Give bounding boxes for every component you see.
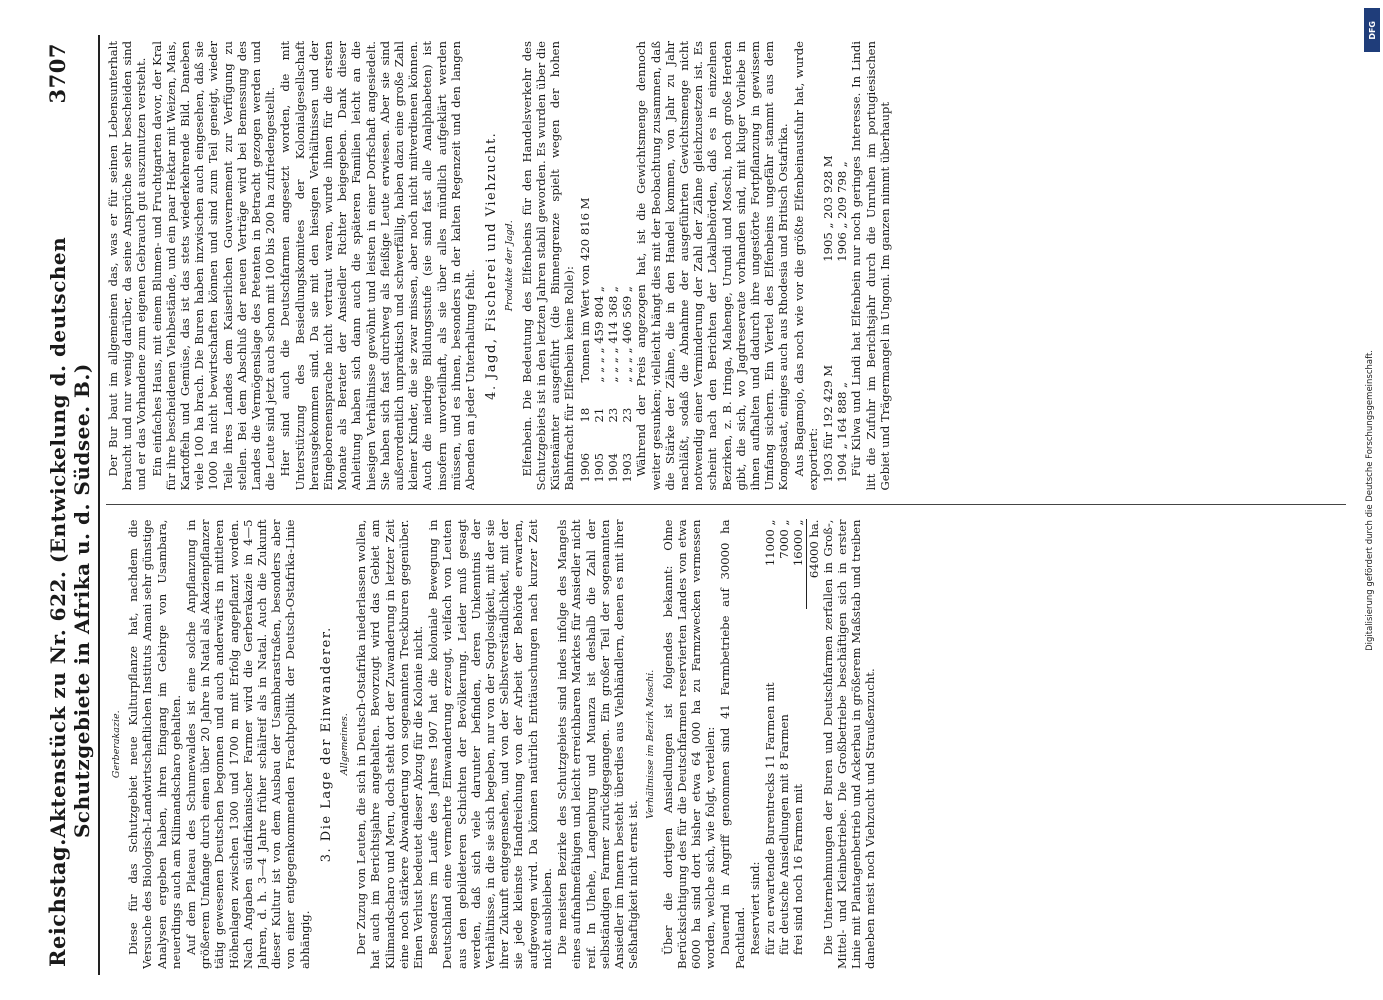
ivory-value: „ „ „ „ 414 368 „ [605,286,620,383]
reserved-row-label: frei sind noch 16 Farmen mit [791,784,806,955]
reserved-row [791,520,805,970]
left-column [106,520,1346,970]
rotated-page [45,35,1345,975]
export-cell: 1905 „ 203 928 M [820,155,835,262]
reserved-total [806,520,821,970]
ivory-value: „ „ „ „ 459 804 „ [591,286,606,383]
ivory-year: 1906 [577,452,592,483]
page-header [45,35,100,975]
ivory-tons: 23 [605,407,620,423]
export-cell: 1904 „ 164 888 „ [835,381,850,483]
table-row [592,41,606,483]
table-row [620,41,634,483]
table-row [578,41,592,483]
section-heading: 3. Die Lage der Einwanderer. [318,626,334,863]
ivory-value: Tonnen im Wert von 420 816 M [577,197,592,383]
digitization-note-text: Digitalisierung gefördert durch die Deutsche Forschungsgemeinschaft. [1365,349,1375,651]
reserved-row-label: für zu erwartende Burentrecks 11 Farmen mit [762,682,777,955]
paragraph: Über die dortigen Ansiedlungen ist folgendes bekannt: Ohne Berücksichtigung des für die Deutschfarmen reservierten Landes von etwa 6000 ha sind dort bisher etwa 64 000 ha zu Farmzwecken vermessen worden, welche sich, wie folgt, verteilen: [660,519,718,969]
column-divider [106,505,1346,506]
subhead: Allgemeines. [339,713,351,776]
ivory-table [578,41,635,491]
reserved-row-label: für deutsche Ansiedlungen mit 8 Farmen [777,714,792,955]
reserved-row-value: 11000 „ [762,519,777,567]
paragraph: Die Unternehmungen der Buren und Deutschfarmen zerfallen in Groß-, Mittel- und Kleinbetriebe. Die Großbetriebe beschäftigen sich in erster Linie mit Plantagenbetrieb und Ackerbau in größerem Maßstab und treiben daneben meist noch Viehzucht und Straußenzucht. [820,519,878,969]
table-row [821,41,835,483]
dfg-logo-text: DFG [1367,20,1377,40]
paragraph: Aus Bagamojo, das noch wie vor die größte Elfenbeinausfuhr hat, wurde exportiert: [791,41,820,491]
reserved-row-value: 16000 „ [791,519,806,567]
paragraph: Diese für das Schutzgebiet neue Kulturpflanze hat, nachdem die Versuche des Biologisch-Landwirtschaftlichen Instituts Amani sehr günstige Analysen ergeben haben, ihren Eingang im Gebirge von Usambara, neuerdings auch am Kilimandscharo gehalten. [126,519,183,969]
paragraph: Elfenbein. Die Bedeutung des Elfenbeins für den Handelsverkehr des Schutzgebiets ist in den letzten Jahren stabil geworden. Es wurden über die Küstenämter ausgeführt (die Binnengrenze spielt wegen der hohen Bahnfracht für Elfenbein keine Rolle): [519,41,577,491]
paragraph: Während der Preis angezogen hat, ist die Gewichtsmenge dennoch weiter gesunken; vielleicht hängt dies mit der Beobachtung zusammen, daß die Stärke der Zähne, die in den Handel kommen, von Jahr zu Jahr nachläßt, sodaß die Abnahme der ausgeführten Gewichtsmenge nicht notwendig einer Verminderung der Zahl der Zähne gleichzusetzen ist. Es scheint nach den Berichten der Lokalbehörden, daß es in einzelnen Bezirken, z. B. Iringa, Mahenge, Urundi und Moschi, noch große Herden gibt, die sich, wo Jagdreservate vorhanden sind, mit kluger Vorliebe in ihnen aufhalten und dadurch ihre ungestörte Fortpflanzung in gewissem Umfang sichern. Ein Viertel des Elfenbeins ungefähr stammt aus dem Kongostaat, einiges auch aus Rhodesia und Britisch Ostafrika. [634,41,791,491]
paragraph: Ein einfaches Haus, mit einem Blumen- und Fruchtgarten davor, der Kral für ihre bescheidenen Viehbestände, und ein paar Hektar mit Weizen, Mais, Kartoffeln und Gemüse, das ist das stets wiederkehrende Bild. Daneben viele 100 ha brach. Die Buren haben inzwischen auch eingesehen, daß sie 1000 ha nicht bewirtschaften können und sind zum Teil geneigt, wieder Teile ihres Landes dem Kaiserlichen Gouvernement zur Verfügung zu stellen. Bei dem Abschluß der neuen Verträge wird bei Bemessung des Landes die Vermögenslage des Petenten in Betracht gezogen werden und die Leute sind jetzt auch schon mit 100 bis 200 ha zufriedengestellt. [149,41,278,491]
table-row [606,41,620,483]
subhead: Gerberakazie. [111,710,122,779]
paragraph: Der Zuzug von Leuten, die sich in Deutsch-Ostafrika niederlassen wollen, hat auch im Berichtsjahre angehalten. Bevorzugt wird das Gebiet am Kilimandscharo und Meru, doch steht dort der Zuwanderung in letzter Zeit eine noch stärkere Abwanderung von sogenannten Treckburen gegenüber. Einen Verlust bedeutet dieser Abzug für die Kolonie nicht. [354,519,426,969]
subhead: Produkte der Jagd. [504,220,516,312]
ivory-tons: 21 [591,407,606,423]
paragraph: Besonders im Laufe des Jahres 1907 hat die koloniale Bewegung in Deutschland eine vermehrte Einwanderung erzeugt, vielfach von Leuten aus den gebildeteren Schichten der Bevölkerung. Leider muß gesagt werden, daß sich viele darunter befinden, deren Unkenntnis der Verhältnisse, in die sie sich begeben, nur von der Sorglosigkeit, mit der sie ihrer Zukunft entgegensehen, und von der Selbstverständlichkeit, mit der sie jede kleinste Handreichung von der Arbeit der Behörde erwarten, aufgewogen wird. Da können natürlich Enttäuschungen nach kurzer Zeit nicht ausbleiben. [426,519,554,969]
paragraph: Für Kilwa und Lindi hat Elfenbein nur noch geringes Interesse. In Lindi litt die Zufuhr im Berichtsjahr durch die Unruhen im portugiesischen Gebiet und Trägermangel in Ungoni. Im ganzen nimmt überhaupt [849,41,892,491]
ivory-tons: 18 [577,407,592,423]
export-cell: 1906 „ 209 798 „ [835,161,850,262]
digitization-note [1359,0,1381,1000]
export-cell: 1903 für 192 429 M [820,364,835,483]
reserved-label: Reserviert sind: [747,861,762,955]
page-number: 3707 [45,43,70,104]
header-left: Reichstag. [45,838,70,967]
reserved-row [763,520,777,970]
paragraph: Dauernd in Angriff genommen sind 41 Farmbetriebe auf 30000 ha Pachtland. [718,519,747,969]
right-column [106,41,1346,491]
ivory-value: „ „ „ „ 406 569 „ [620,286,635,383]
subhead: Verhältnisse im Bezirk Moschi. [645,669,657,819]
table-row [835,41,849,483]
paragraph: Die meisten Bezirke des Schutzgebiets sind indes infolge des Mangels eines aufnahmefähigen und leicht erreichbaren Marktes für Ansiedler nicht reif. In Uhehe, Langenburg und Muanza ist deshalb die Zahl der selbständigen Farmer zurückgegangen. Ein großer Teil der sogenannten Ansiedler im Innern besteht überdies aus Viehhändlern, denen es mit ihrer Seßhaftigkeit nicht ernst ist. [555,519,641,969]
header-title: Aktenstück zu Nr. 622. (Entwickelung d. deutschen Schutzgebiete in Afrika u. d. Südsee. B.) [46,236,94,839]
text-columns [100,35,1346,975]
paragraph: Der Bur baut im allgemeinen das, was er für seinen Lebensunterhalt braucht und nur wenig darüber, da seine Ansprüche sehr bescheiden sind und er das Vorhandene zum eigenen Gebrauch gut auszunutzen versteht. [106,41,149,491]
ivory-year: 1905 [591,452,606,483]
ivory-tons: 23 [620,407,635,423]
reserved-row [777,520,791,970]
reserved-row-value: 7000 „ [777,519,792,559]
section-heading: 4. Jagd, Fischerei und Viehzucht. [484,131,500,400]
reserved-total-value: 64000 ha. [806,520,821,610]
paragraph: Hier sind auch die Deutschfarmen angesetzt worden, die mit Unterstützung des Besiedlungskomitees der Kolonialgesellschaft herausgekommen sind. Da sie mit den hiesigen Verhältnissen und der Eingeborenensprache nicht vertraut waren, wurde ihnen für die ersten Monate als Berater der Ansiedler Richter beigegeben. Dank dieser Anleitung haben sich dann auch die späteren Familien leicht an die hiesigen Verhältnisse gewöhnt und leisten in einer Dorfschaft angesiedelt. Sie haben sich fast durchweg als fleißige Leute erwiesen. Aber sie sind außerordentlich unpraktisch und schwerfällig, haben dazu eine große Zahl kleiner Kinder, die sie zwar missen, aber noch nicht mitverdienen können. Auch die niedrige Bildungsstufe (sie sind fast alle Analphabeten) ist insofern unvorteilhaft, als sie über alles mündlich aufgeklärt werden müssen, und es ihnen, besonders in der kalten Regenzeit und den langen Abenden an jeder Unterhaltung fehlt. [278,41,478,491]
paragraph: Auf dem Plateau des Schumewaldes ist eine solche Anpflanzung in größerem Umfange durch einen über 20 Jahre in Natal als Akazienpflanzer tätig gewesenen Deutschen begonnen und auch anderwärts in mittleren Höhenlagen zwischen 1300 und 1700 m mit Erfolg angepflanzt worden. Nach Angaben südafrikanischer Farmer wird die Gerberakazie in 4—5 Jahren, d. h. 3—4 Jahre früher schälreif als in Natal. Auch die Zukunft dieser Kultur ist von dem Ausbau der Usambarastraßen, besonders aber von einer entgegenkommenden Frachtpolitik der Deutsch-Ostafrika-Linie abhängig. [184,519,312,969]
ivory-year: 1903 [620,452,635,483]
exports-table [821,41,849,491]
ivory-year: 1904 [605,452,620,483]
